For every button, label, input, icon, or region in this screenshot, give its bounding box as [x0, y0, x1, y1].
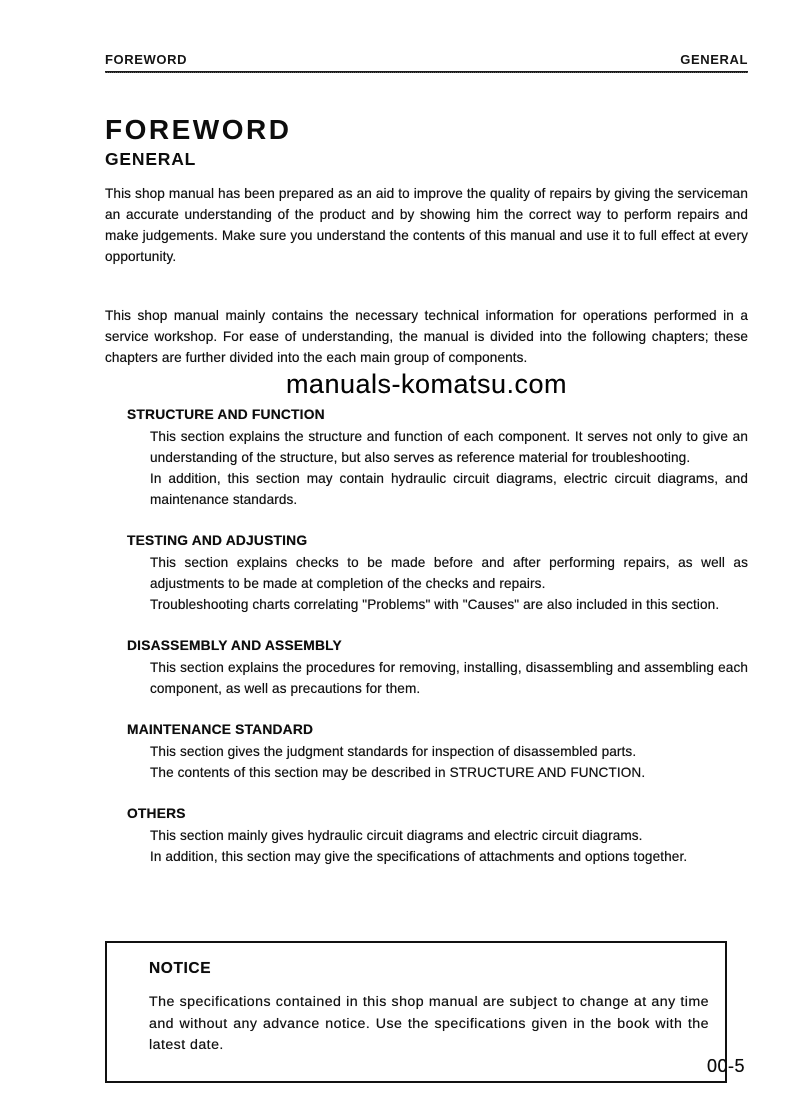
intro-paragraph-1: This shop manual has been prepared as an aid to improve the quality of repairs by giving the serviceman an accurate understanding of the product and by showing him the correct way to perform repairs and make judgements. Make sure you understand the contents of this manual and use it to full effect at every opportunity.: [105, 186, 748, 264]
section-disassembly-and-assembly: [127, 638, 748, 699]
section-paragraph: This section explains the procedures for removing, installing, disassembling and assembling each component, as well as precautions for them.: [150, 660, 748, 696]
section-paragraph: This section mainly gives hydraulic circuit diagrams and electric circuit diagrams.: [150, 828, 643, 843]
watermark-text: manuals-komatsu.com: [285, 369, 568, 399]
section-paragraph: Troubleshooting charts correlating "Problems" with "Causes" are also included in this section.: [150, 597, 720, 612]
section-paragraph: The contents of this section may be described in STRUCTURE AND FUNCTION.: [150, 765, 646, 780]
chapter-sections: [105, 407, 748, 867]
section-paragraph: This section explains the structure and function of each component. It serves not only to give an understanding of the structure, but also serves as reference material for troubleshooting.: [150, 429, 748, 465]
section-heading: DISASSEMBLY AND ASSEMBLY: [127, 638, 342, 653]
intro-paragraph-2: This shop manual mainly contains the necessary technical information for operations performed in a service workshop. For ease of understanding, the manual is divided into the following chapters; these chapters are further divided into the each main group of components.: [105, 308, 748, 365]
running-header-right: GENERAL: [680, 52, 748, 67]
section-testing-and-adjusting: [127, 533, 748, 615]
section-structure-and-function: [127, 407, 748, 510]
section-maintenance-standard: [127, 722, 748, 783]
notice-body: The specifications contained in this shop manual are subject to change at any time and without any advance notice. Use the specifications given in the book with the latest date.: [149, 994, 709, 1053]
notice-title: NOTICE: [149, 960, 212, 977]
header-rule: [105, 71, 748, 73]
section-heading: MAINTENANCE STANDARD: [127, 722, 314, 737]
section-paragraph: This section explains checks to be made before and after performing repairs, as well as adjustments to be made at completion of the checks and repairs.: [150, 555, 748, 591]
notice-box: [105, 941, 727, 1083]
section-paragraph: In addition, this section may contain hydraulic circuit diagrams, electric circuit diagrams, and maintenance standards.: [150, 471, 748, 507]
running-header: [105, 52, 748, 67]
section-paragraph: This section gives the judgment standards for inspection of disassembled parts.: [150, 744, 637, 759]
section-heading: TESTING AND ADJUSTING: [127, 533, 308, 548]
page-subtitle: GENERAL: [105, 149, 197, 169]
section-heading: STRUCTURE AND FUNCTION: [127, 407, 325, 422]
section-others: [127, 806, 748, 867]
page-number: 00-5: [706, 1056, 745, 1076]
section-paragraph: In addition, this section may give the specifications of attachments and options together.: [150, 849, 688, 864]
running-header-left: FOREWORD: [105, 52, 188, 67]
page-title: FOREWORD: [105, 114, 292, 145]
section-heading: OTHERS: [127, 806, 186, 821]
